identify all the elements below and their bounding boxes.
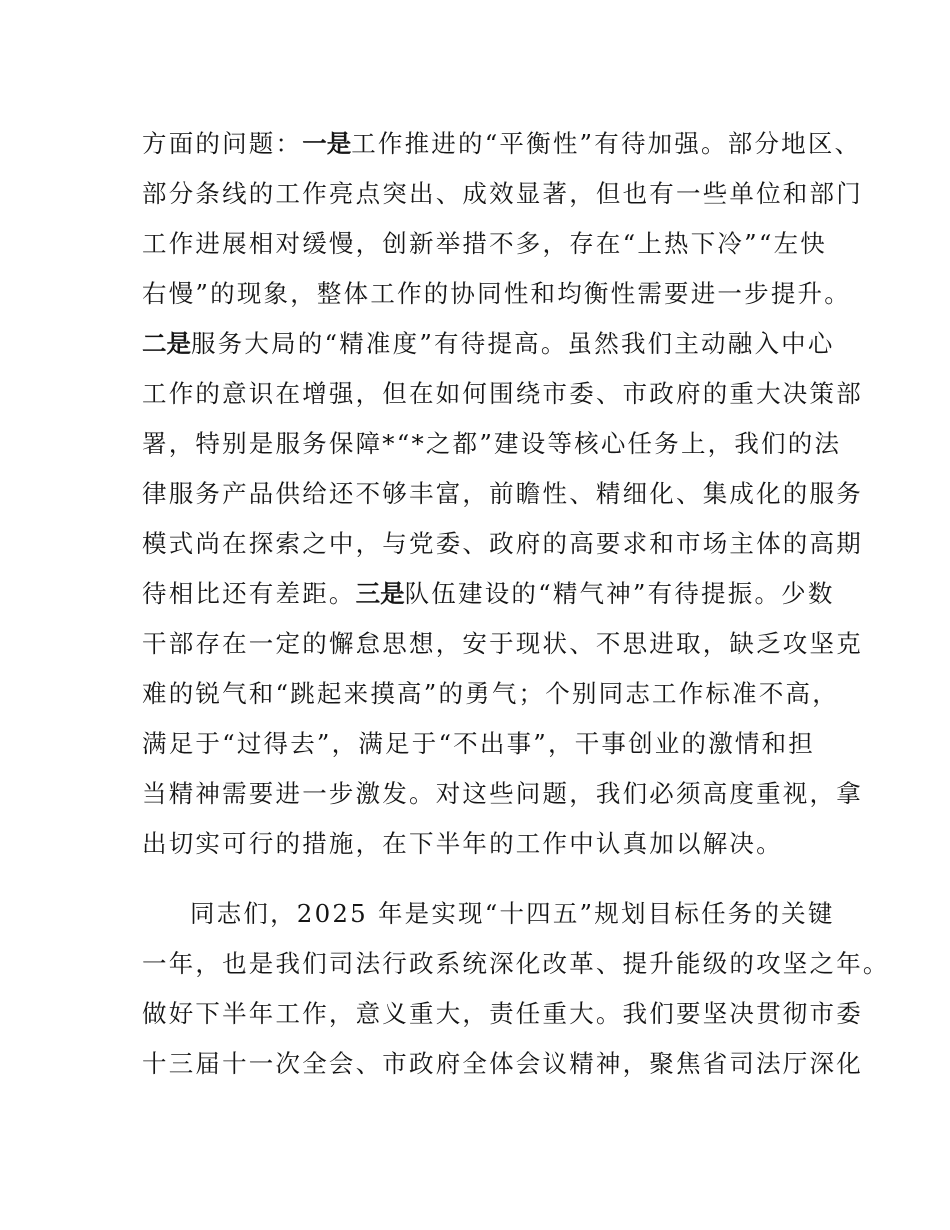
text-line <box>142 729 815 759</box>
text-line <box>142 229 827 259</box>
text-line: 十三届十一次全会、市政府全体会议精神，聚焦省司法厅深化 <box>142 1049 863 1078</box>
text-span: 署，特别是服务保障*“*之都”建设等核心任务上，我们的法 <box>142 429 842 458</box>
text-span: 队伍建设的“精气神”有待提振。少数 <box>404 579 835 608</box>
text-line: 一年，也是我们司法行政系统深化改革、提升能级的攻坚之年。 <box>142 949 890 978</box>
text-span: 工作进展相对缓慢，创新举措不多，存在“上热下冷”“左快 <box>142 229 827 258</box>
bold-marker: 三是 <box>355 579 405 608</box>
text-span: 待相比还有差距。 <box>142 579 356 608</box>
text-span: 模式尚在探索之中，与党委、政府的高要求和市场主体的高期 <box>142 529 863 558</box>
text-line <box>142 629 863 659</box>
text-line: 做好下半年工作，意义重大，责任重大。我们要坚决贯彻市委 <box>142 999 863 1028</box>
text-span: 难的锐气和“跳起来摸高”的勇气；个别同志工作标准不高， <box>142 679 839 708</box>
text-line <box>142 679 839 709</box>
text-line: 同志们，2025 年是实现“十四五”规划目标任务的关键 <box>190 899 835 928</box>
text-span: 律服务产品供给还不够丰富，前瞻性、精细化、集成化的服务 <box>142 479 863 508</box>
text-span: 干部存在一定的懈怠思想，安于现状、不思进取，缺乏攻坚克 <box>142 629 863 658</box>
text-span: 当精神需要进一步激发。对这些问题，我们必须高度重视，拿 <box>142 779 863 808</box>
text-span: 方面的问题： <box>142 129 303 158</box>
bold-marker: 二是 <box>142 329 191 358</box>
text-span: 满足于“过得去”，满足于“不出事”，干事创业的激情和担 <box>142 729 815 758</box>
text-span: 工作的意识在增强，但在如何围绕市委、市政府的重大决策部 <box>142 379 863 408</box>
text-span: 右慢”的现象，整体工作的协同性和均衡性需要进一步提升。 <box>142 279 851 308</box>
text-line <box>142 179 863 209</box>
text-span: 服务大局的“精准度”有待提高。虽然我们主动融入中心 <box>191 329 835 358</box>
text-line <box>142 829 783 859</box>
text-line <box>142 529 863 559</box>
text-line <box>142 279 851 309</box>
text-line <box>142 379 863 409</box>
text-line <box>142 429 841 459</box>
text-line <box>142 479 863 509</box>
text-line <box>142 579 835 609</box>
text-span: 出切实可行的措施，在下半年的工作中认真加以解决。 <box>142 829 783 858</box>
text-line <box>142 129 861 159</box>
text-span: 部分条线的工作亮点突出、成效显著，但也有一些单位和部门 <box>142 179 863 208</box>
bold-marker: 一是 <box>302 129 352 158</box>
text-span: 工作推进的“平衡性”有待加强。部分地区、 <box>351 129 862 158</box>
text-line <box>142 329 835 359</box>
text-line <box>142 779 863 809</box>
